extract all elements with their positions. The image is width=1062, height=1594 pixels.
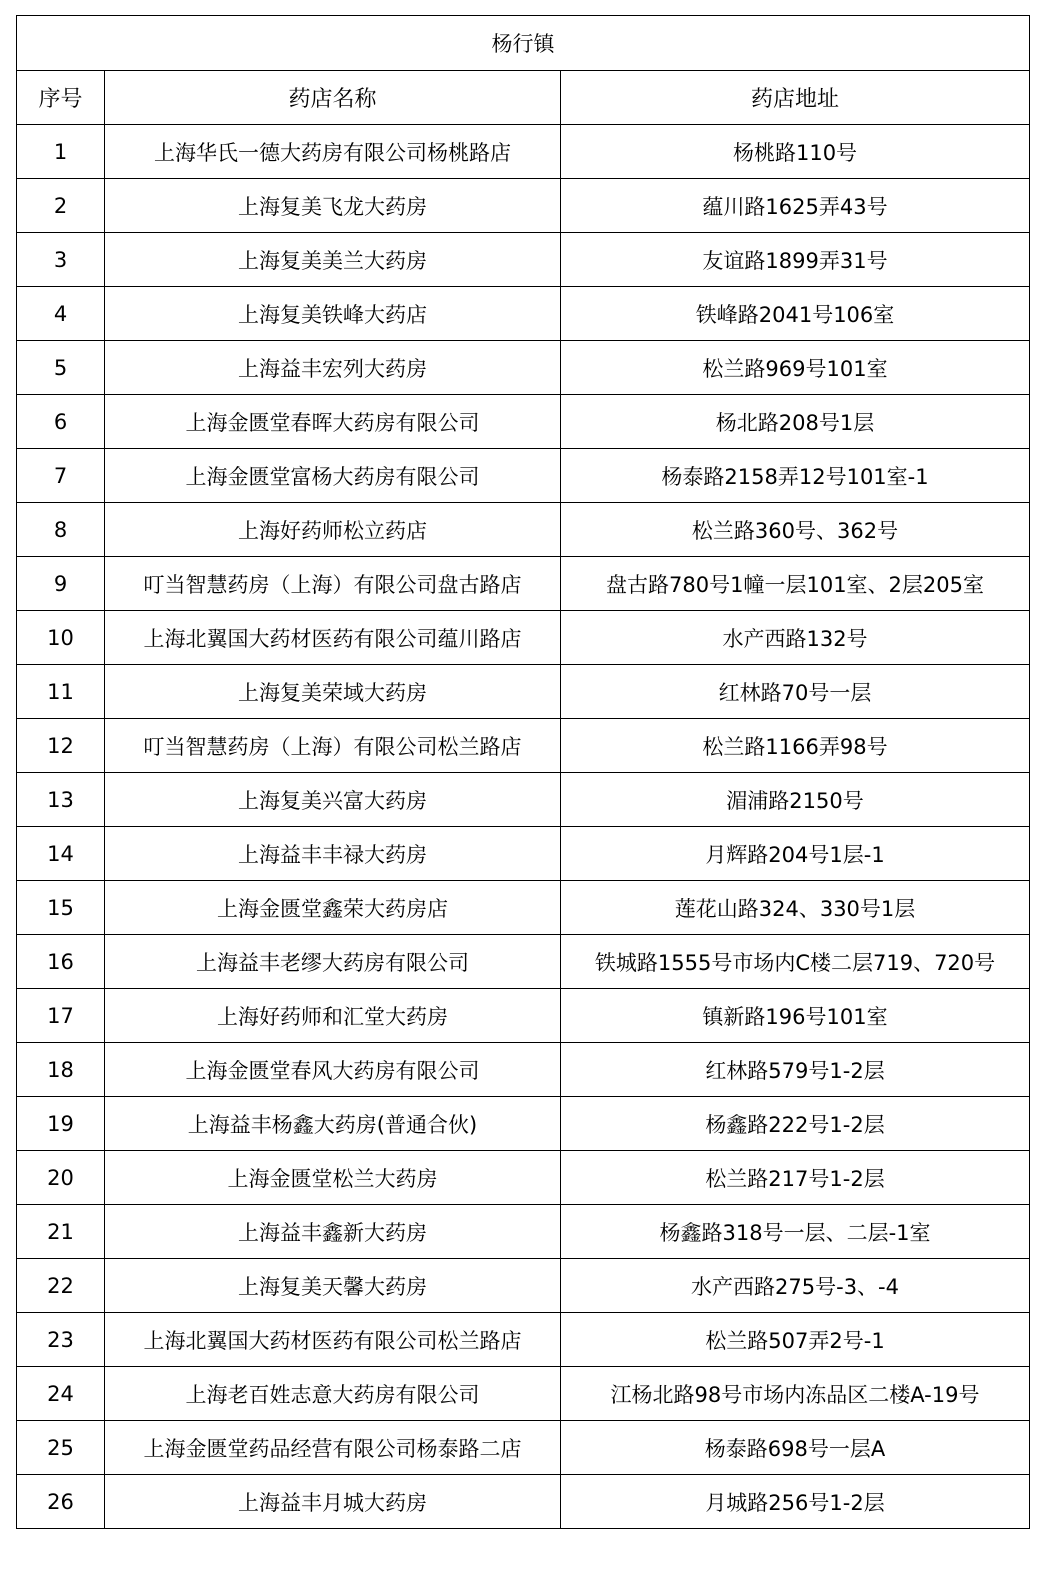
cell-name: 上海好药师和汇堂大药房 [105, 989, 561, 1043]
cell-index: 16 [17, 935, 105, 989]
cell-name: 上海金匮堂春晖大药房有限公司 [105, 395, 561, 449]
cell-index: 24 [17, 1367, 105, 1421]
cell-name: 上海复美美兰大药房 [105, 233, 561, 287]
table-row [17, 827, 1030, 881]
table-row [17, 287, 1030, 341]
header-address: 药店地址 [561, 71, 1030, 125]
cell-name: 上海北翼国大药材医药有限公司蕴川路店 [105, 611, 561, 665]
table-row [17, 881, 1030, 935]
cell-index: 26 [17, 1475, 105, 1529]
table-row [17, 1367, 1030, 1421]
cell-address: 松兰路969号101室 [561, 341, 1030, 395]
cell-address: 杨北路208号1层 [561, 395, 1030, 449]
cell-name: 叮当智慧药房（上海）有限公司盘古路店 [105, 557, 561, 611]
document-sheet [16, 15, 1029, 1529]
table-row [17, 341, 1030, 395]
cell-address: 莲花山路324、330号1层 [561, 881, 1030, 935]
table-row [17, 719, 1030, 773]
cell-name: 上海益丰老缪大药房有限公司 [105, 935, 561, 989]
cell-index: 3 [17, 233, 105, 287]
cell-name: 上海金匮堂富杨大药房有限公司 [105, 449, 561, 503]
cell-name: 叮当智慧药房（上海）有限公司松兰路店 [105, 719, 561, 773]
table-body [17, 125, 1030, 1529]
cell-address: 杨鑫路222号1-2层 [561, 1097, 1030, 1151]
cell-address: 杨泰路698号一层A [561, 1421, 1030, 1475]
cell-address: 松兰路360号、362号 [561, 503, 1030, 557]
cell-address: 盘古路780号1幢一层101室、2层205室 [561, 557, 1030, 611]
cell-name: 上海华氏一德大药房有限公司杨桃路店 [105, 125, 561, 179]
table-row [17, 1205, 1030, 1259]
table-header-row [17, 71, 1030, 125]
cell-name: 上海复美荣域大药房 [105, 665, 561, 719]
cell-index: 10 [17, 611, 105, 665]
cell-name: 上海复美天馨大药房 [105, 1259, 561, 1313]
table-row [17, 1313, 1030, 1367]
table-row [17, 179, 1030, 233]
cell-name: 上海老百姓志意大药房有限公司 [105, 1367, 561, 1421]
cell-address: 杨鑫路318号一层、二层-1室 [561, 1205, 1030, 1259]
cell-index: 11 [17, 665, 105, 719]
cell-index: 25 [17, 1421, 105, 1475]
cell-index: 1 [17, 125, 105, 179]
cell-address: 铁峰路2041号106室 [561, 287, 1030, 341]
cell-index: 2 [17, 179, 105, 233]
table-row [17, 665, 1030, 719]
table-row [17, 233, 1030, 287]
cell-index: 15 [17, 881, 105, 935]
cell-index: 9 [17, 557, 105, 611]
table-row [17, 989, 1030, 1043]
cell-name: 上海好药师松立药店 [105, 503, 561, 557]
cell-address: 松兰路507弄2号-1 [561, 1313, 1030, 1367]
table-row [17, 1475, 1030, 1529]
cell-index: 13 [17, 773, 105, 827]
cell-index: 7 [17, 449, 105, 503]
cell-index: 5 [17, 341, 105, 395]
cell-address: 杨桃路110号 [561, 125, 1030, 179]
cell-name: 上海益丰丰禄大药房 [105, 827, 561, 881]
cell-address: 江杨北路98号市场内冻品区二楼A-19号 [561, 1367, 1030, 1421]
table-row [17, 557, 1030, 611]
cell-index: 22 [17, 1259, 105, 1313]
cell-index: 17 [17, 989, 105, 1043]
cell-name: 上海金匮堂春风大药房有限公司 [105, 1043, 561, 1097]
cell-index: 19 [17, 1097, 105, 1151]
cell-name: 上海北翼国大药材医药有限公司松兰路店 [105, 1313, 561, 1367]
cell-index: 21 [17, 1205, 105, 1259]
table-row [17, 1151, 1030, 1205]
cell-address: 月城路256号1-2层 [561, 1475, 1030, 1529]
cell-address: 杨泰路2158弄12号101室-1 [561, 449, 1030, 503]
cell-index: 8 [17, 503, 105, 557]
cell-name: 上海金匮堂鑫荣大药房店 [105, 881, 561, 935]
cell-index: 20 [17, 1151, 105, 1205]
table-row [17, 935, 1030, 989]
cell-name: 上海益丰宏列大药房 [105, 341, 561, 395]
cell-address: 红林路70号一层 [561, 665, 1030, 719]
cell-address: 铁城路1555号市场内C楼二层719、720号 [561, 935, 1030, 989]
table-title-row [17, 16, 1030, 71]
cell-address: 水产西路132号 [561, 611, 1030, 665]
header-index: 序号 [17, 71, 105, 125]
cell-index: 6 [17, 395, 105, 449]
table-title: 杨行镇 [17, 16, 1030, 71]
cell-index: 14 [17, 827, 105, 881]
cell-address: 松兰路1166弄98号 [561, 719, 1030, 773]
table-row [17, 125, 1030, 179]
table-row [17, 1259, 1030, 1313]
cell-name: 上海益丰月城大药房 [105, 1475, 561, 1529]
cell-index: 23 [17, 1313, 105, 1367]
cell-index: 18 [17, 1043, 105, 1097]
cell-address: 蕴川路1625弄43号 [561, 179, 1030, 233]
cell-address: 松兰路217号1-2层 [561, 1151, 1030, 1205]
cell-name: 上海益丰鑫新大药房 [105, 1205, 561, 1259]
table-row [17, 503, 1030, 557]
cell-index: 4 [17, 287, 105, 341]
cell-index: 12 [17, 719, 105, 773]
cell-address: 镇新路196号101室 [561, 989, 1030, 1043]
table-row [17, 395, 1030, 449]
cell-name: 上海复美铁峰大药店 [105, 287, 561, 341]
header-name: 药店名称 [105, 71, 561, 125]
cell-address: 湄浦路2150号 [561, 773, 1030, 827]
cell-name: 上海金匮堂药品经营有限公司杨泰路二店 [105, 1421, 561, 1475]
table-row [17, 1421, 1030, 1475]
cell-name: 上海益丰杨鑫大药房(普通合伙) [105, 1097, 561, 1151]
cell-name: 上海复美兴富大药房 [105, 773, 561, 827]
table-row [17, 611, 1030, 665]
cell-address: 友谊路1899弄31号 [561, 233, 1030, 287]
cell-name: 上海金匮堂松兰大药房 [105, 1151, 561, 1205]
pharmacy-table [16, 15, 1030, 1529]
table-row [17, 449, 1030, 503]
cell-name: 上海复美飞龙大药房 [105, 179, 561, 233]
cell-address: 红林路579号1-2层 [561, 1043, 1030, 1097]
table-row [17, 1097, 1030, 1151]
table-row [17, 773, 1030, 827]
cell-address: 水产西路275号-3、-4 [561, 1259, 1030, 1313]
table-row [17, 1043, 1030, 1097]
cell-address: 月辉路204号1层-1 [561, 827, 1030, 881]
